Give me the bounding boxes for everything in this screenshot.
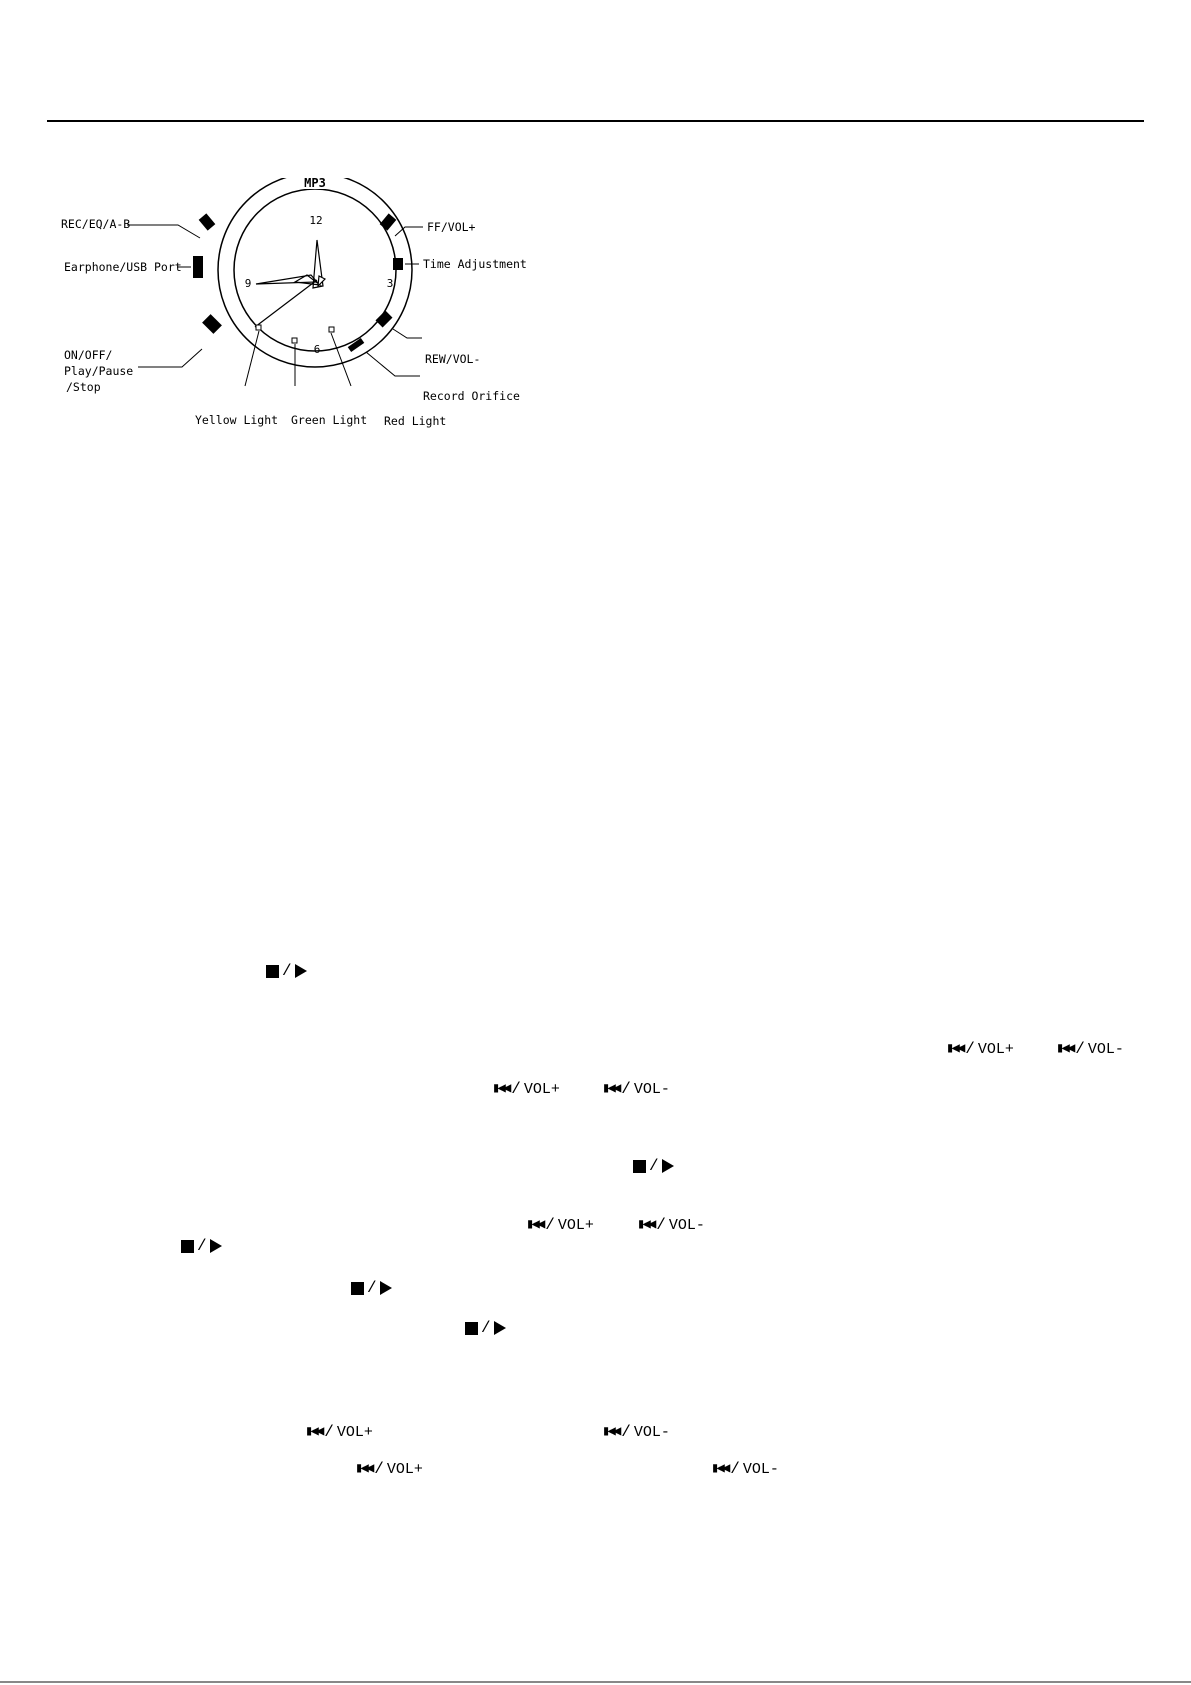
hand-hub <box>318 276 325 286</box>
leader-rec-eq-ab <box>127 225 200 238</box>
red-light <box>329 327 334 332</box>
dial-number-9: 9 <box>244 277 252 290</box>
skip-icon: ▮◀◀ <box>305 1424 322 1440</box>
earphone-usb-port-jack <box>193 256 203 278</box>
slash: / <box>481 1319 491 1337</box>
label-yellow-light: Yellow Light <box>195 413 279 427</box>
skip-icon: ▮◀◀ <box>1056 1041 1073 1057</box>
skip-vol-plus-symbol: ▮◀◀ / VOL+ <box>305 1423 373 1441</box>
watch-diagram <box>55 178 575 438</box>
stop-icon <box>465 1322 478 1335</box>
label-rec-eq-ab: REC/EQ/A-B <box>61 217 131 231</box>
skip-vol-plus-symbol: ▮◀◀ / VOL+ <box>492 1080 560 1098</box>
skip-icon: ▮◀◀ <box>711 1461 728 1477</box>
button-ff-vol-plus <box>380 213 397 230</box>
button-rec-eq-ab <box>199 213 216 230</box>
label-rew-vol-minus: REW/VOL- <box>425 352 481 366</box>
dial-number-3: 3 <box>386 277 394 290</box>
skip-icon: ▮◀◀ <box>492 1081 509 1097</box>
mp3-label: MP3 <box>304 178 326 190</box>
header-rule <box>47 120 1144 122</box>
skip-vol-minus-symbol: ▮◀◀ / VOL- <box>602 1423 670 1441</box>
leader-lines <box>127 225 423 386</box>
stop-play-symbol <box>633 1158 674 1174</box>
leader-ff-vol-plus <box>395 227 423 236</box>
skip-icon: ▮◀◀ <box>526 1217 543 1233</box>
button-time-adjustment <box>393 258 403 270</box>
play-icon <box>662 1159 674 1173</box>
watch-bezel-outer <box>218 178 412 367</box>
play-icon <box>494 1321 506 1335</box>
skip-icon: ▮◀◀ <box>637 1217 654 1233</box>
watch-hands <box>255 240 325 327</box>
label-on-off-line1: ON/OFF/ <box>64 348 113 362</box>
leader-rew-vol-minus <box>393 329 422 338</box>
skip-icon: ▮◀◀ <box>602 1424 619 1440</box>
stop-icon <box>633 1160 646 1173</box>
skip-vol-plus-symbol: ▮◀◀ / VOL+ <box>526 1216 594 1234</box>
footer-rule <box>0 1681 1191 1683</box>
skip-vol-minus-symbol: ▮◀◀ / VOL- <box>1056 1040 1124 1058</box>
slash: / <box>282 962 292 980</box>
button-on-off <box>202 314 222 334</box>
dial-number-12: 12 <box>309 214 323 227</box>
label-green-light: Green Light <box>291 413 368 427</box>
stop-icon <box>181 1240 194 1253</box>
green-light <box>292 338 297 343</box>
stop-play-symbol <box>351 1280 392 1296</box>
skip-icon: ▮◀◀ <box>602 1081 619 1097</box>
skip-vol-minus-symbol: ▮◀◀ / VOL- <box>637 1216 705 1234</box>
dial-number-6: 6 <box>313 343 321 356</box>
label-red-light: Red Light <box>384 414 447 428</box>
leader-on-off <box>138 349 202 367</box>
skip-vol-minus-symbol: ▮◀◀ / VOL- <box>711 1460 779 1478</box>
stop-icon <box>351 1282 364 1295</box>
slash: / <box>197 1237 207 1255</box>
label-record-orifice: Record Orifice <box>423 389 520 403</box>
second-hand <box>255 280 317 327</box>
button-rew-vol-minus <box>376 311 393 328</box>
label-on-off-line3: /Stop <box>66 380 101 394</box>
skip-vol-minus-symbol: ▮◀◀ / VOL- <box>602 1080 670 1098</box>
skip-vol-plus-symbol: ▮◀◀ / VOL+ <box>946 1040 1014 1058</box>
label-ff-vol-plus: FF/VOL+ <box>427 220 476 234</box>
leader-record-orifice <box>366 352 420 376</box>
stop-play-symbol <box>465 1320 506 1336</box>
leader-red-light <box>331 333 351 386</box>
play-icon <box>210 1239 222 1253</box>
slash: / <box>649 1157 659 1175</box>
skip-icon: ▮◀◀ <box>355 1461 372 1477</box>
skip-vol-plus-symbol: ▮◀◀ / VOL+ <box>355 1460 423 1478</box>
label-on-off-line2: Play/Pause <box>64 364 134 378</box>
label-earphone-usb-port: Earphone/USB Port <box>64 260 182 274</box>
slash: / <box>367 1279 377 1297</box>
stop-play-symbol <box>266 963 307 979</box>
yellow-light <box>256 325 261 330</box>
stop-icon <box>266 965 279 978</box>
play-icon <box>295 964 307 978</box>
skip-icon: ▮◀◀ <box>946 1041 963 1057</box>
play-icon <box>380 1281 392 1295</box>
label-time-adjustment: Time Adjustment <box>423 257 527 271</box>
stop-play-symbol <box>181 1238 222 1254</box>
